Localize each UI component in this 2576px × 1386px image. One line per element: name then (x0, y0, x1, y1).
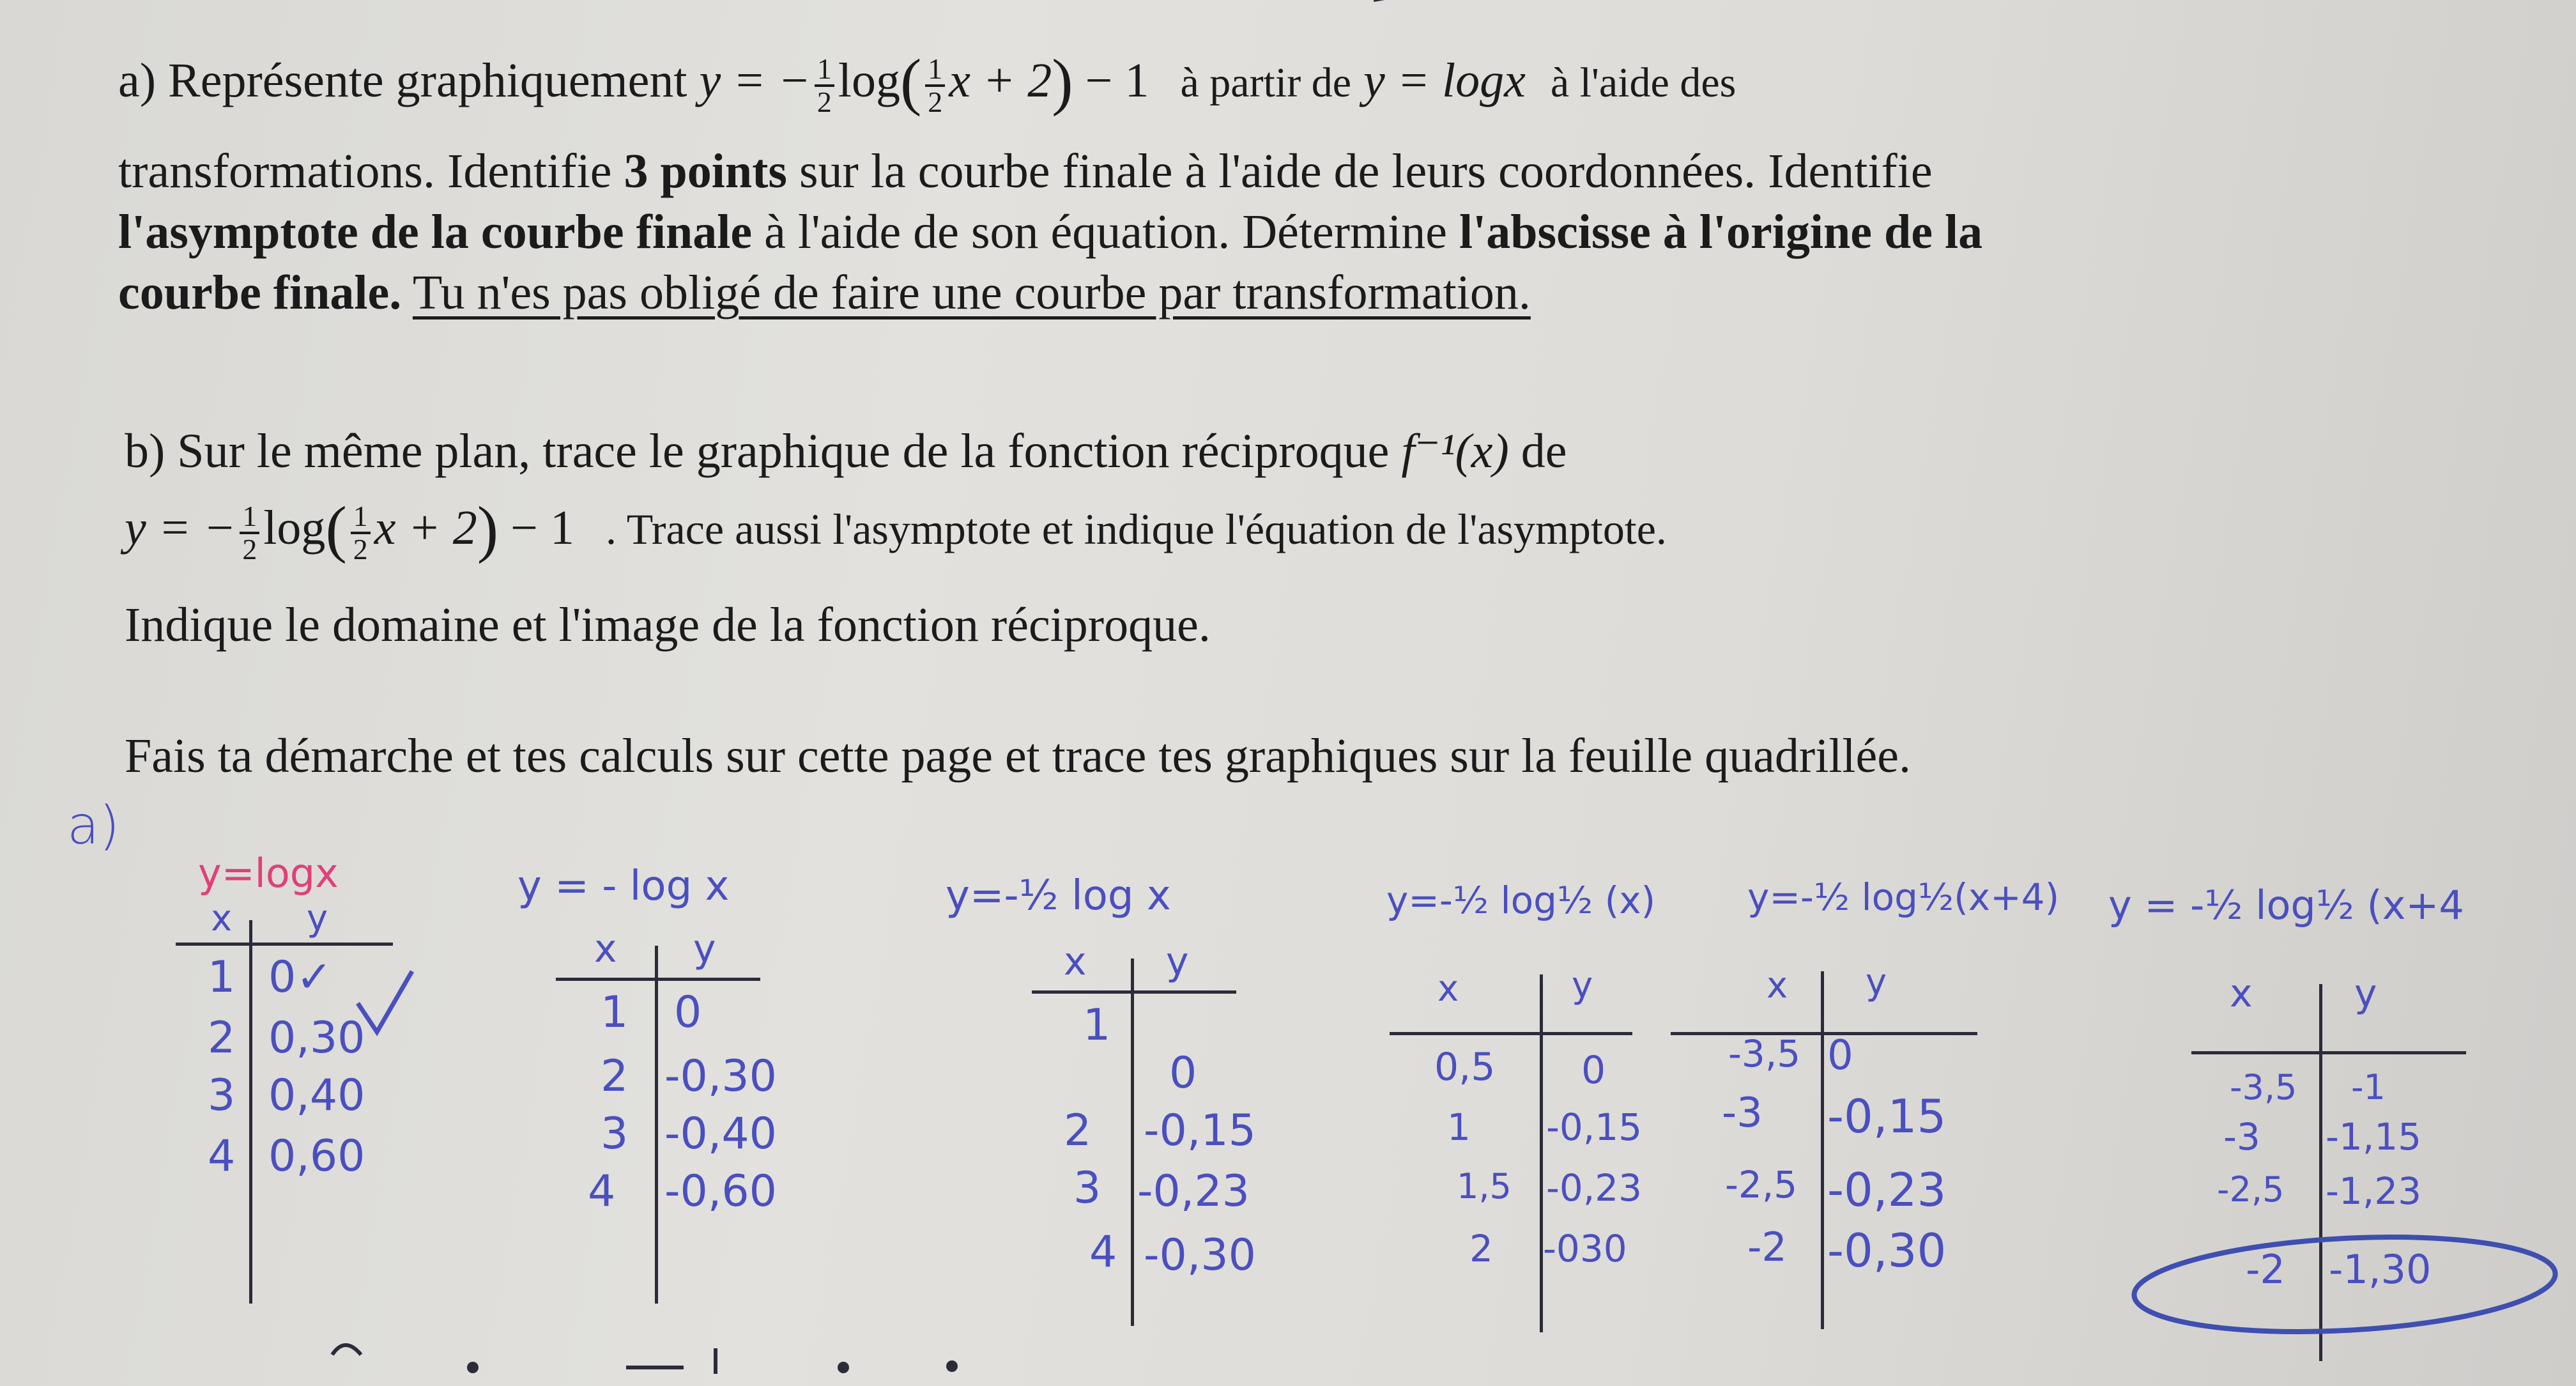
table-2-title: y = - log x (518, 863, 730, 910)
inverse-notation: f⁻¹(x) (1401, 424, 1509, 478)
fraction-half-a: $\frac{1}{2}$ (815, 54, 834, 118)
sketch-dot-1 (467, 1362, 479, 1373)
table-5: y=-½ log½(x+4) x y -3,5 0 -3 -0,15 -2,5 -0,23 -2 -0,30 (1747, 875, 2105, 1336)
fraction-half-a2: $\frac{1}{2}$ (925, 54, 945, 118)
base-function: y = logx (1363, 54, 1526, 107)
part-a-label: a) Représente graphiquement (118, 54, 687, 107)
part-b-intro: b) Sur le même plan, trace le graphique de la fonction réciproque (125, 424, 1390, 478)
table-1-title: y=logx (198, 850, 339, 897)
three-points-bold: 3 points (624, 144, 787, 198)
part-a-line-1: a) Représente graphiquement y = − $\frac{1}{2}$ log( $\frac{1}{2}$ x + 2) − 1 à partir de y = logx à l'aide des (118, 46, 1736, 118)
table-3-title: y=-½ log x (946, 872, 1171, 920)
table-2: y = - log x x y 1 0 2 -0,30 3 -0,40 4 -0,60 (518, 863, 824, 1323)
log-word-a: log (838, 54, 900, 107)
table-6-title: y = -½ log½ (x+4 (2108, 882, 2464, 928)
sketch-dot-2 (838, 1362, 849, 1373)
asymptote-bold: l'asymptote de la courbe finale (118, 205, 753, 259)
final-curve-bold: courbe finale. (118, 266, 402, 320)
inner-tail-a: x + 2 (949, 54, 1052, 107)
table-4: y=-½ log½ (x) x y 0,5 0 1 -0,15 1,5 -0,23 2 -030 (1386, 879, 1744, 1339)
part-b-line-1: b) Sur le même plan, trace le graphique de la fonction réciproque f⁻¹(x) de (125, 424, 1567, 478)
instruction-line: Fais ta démarche et tes calculs sur cette page et trace tes graphiques sur la feuille quadrillée. (125, 729, 1912, 783)
minus-one-a: − 1 (1085, 54, 1149, 107)
from-text: à partir de (1180, 59, 1351, 106)
check-mark-icon (358, 971, 412, 1032)
table-5-title: y=-½ log½(x+4) (1747, 875, 2060, 919)
part-a-line-3: l'asymptote de la courbe finale à l'aide de son équation. Détermine l'abscisse à l'origine de la (118, 205, 1983, 259)
part-b-eq-lead: y = − (125, 501, 236, 555)
with-help-text: à l'aide des (1550, 59, 1736, 106)
sketch-dot-3 (946, 1360, 958, 1372)
handwritten-label-a: a) (67, 796, 120, 856)
part-b-line-3: Indique le domaine et l'image de la fonction réciproque. (125, 598, 1211, 652)
sketch-mark-1 (332, 1345, 361, 1355)
table-6: y = -½ log½ (x+4 x y -3,5 -1 -3 -1,15 -2,5 -1,23 -2 -1,30 (2108, 882, 2568, 1367)
abscissa-bold: l'abscisse à l'origine de la (1459, 205, 1983, 259)
part-a-line-2: transformations. Identifie 3 points sur la courbe finale à l'aide de leurs coordonnées. Identifie (118, 144, 1933, 198)
part-a-eq-lead: y = − (699, 54, 811, 107)
table-4-title: y=-½ log½ (x) (1386, 879, 1656, 922)
not-required-underlined: Tu n'es pas obligé de faire une courbe par transformation. (412, 266, 1531, 320)
part-b-tail: . Trace aussi l'asymptote et indique l'équation de l'asymptote. (605, 505, 1667, 553)
table-1: y=logx x y 1 0✓ 2 0,30 3 0,40 4 0,60 (172, 850, 415, 1310)
part-b-line-2: y = − $\frac{1}{2}$ log( $\frac{1}{2}$ x + 2) − 1 . Trace aussi l'asymptote et indique l'équation de l'asymptote. (125, 493, 1667, 566)
circled-answer-mark (2132, 1228, 2558, 1341)
table-3: y=-½ log x x y 1 0 2 -0,15 3 -0,23 4 -0,30 (946, 872, 1342, 1332)
